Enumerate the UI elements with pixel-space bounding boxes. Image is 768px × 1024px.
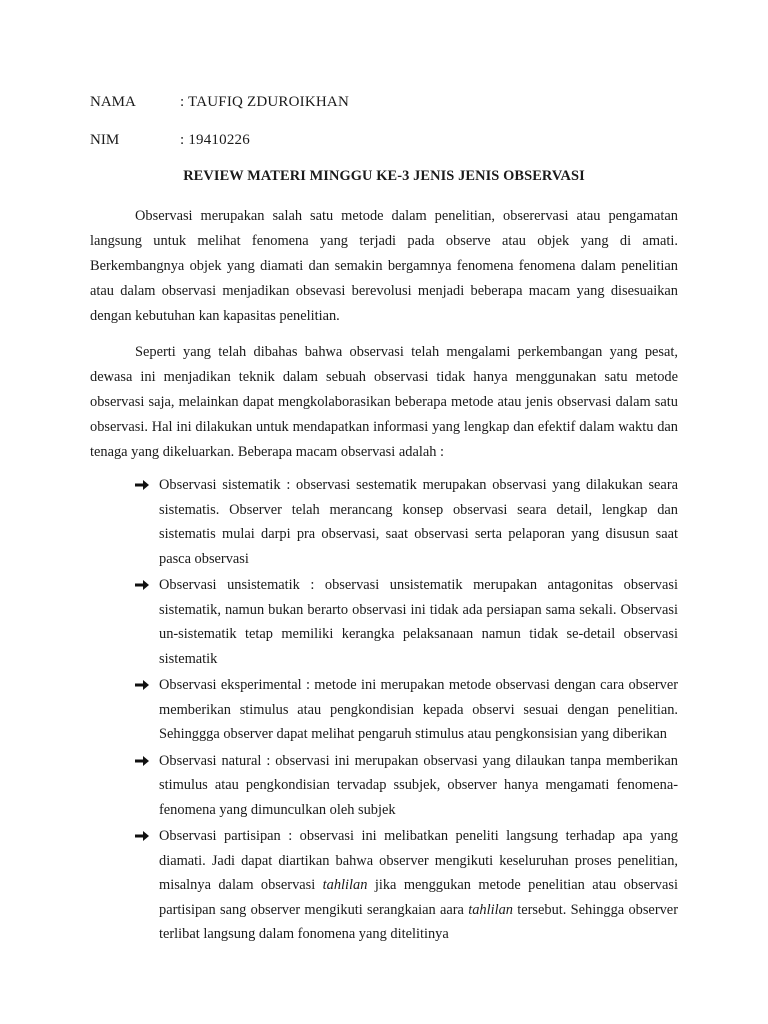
list-item xyxy=(135,673,678,747)
name-row xyxy=(90,92,349,112)
list-item-text: Observasi natural : observasi ini merupakan observasi yang dilaukan tanpa memberikan stimulus atau pengkondisian tervadap ssubjek, observer hanya mengamati fenomena-fenomena yang dimunculkan oleh subjek xyxy=(159,752,678,818)
list-item xyxy=(135,573,678,671)
italic-term: tahlilan xyxy=(322,877,368,893)
paragraph-intro: Observasi merupakan salah satu metode dalam penelitian, obserervasi atau pengamatan langsung untuk melihat fenomena yang terjadi pada observe atau objek yang di amati. Berkembangnya objek yang diamati dan semakin bergamnya fenomena fenomena dalam penelitian atau dalam observasi menjadikan obsevasi berevolusi menjadi beberapa macam yang disesuaikan dengan kebutuhan kan kapasitas penelitian. xyxy=(90,208,678,324)
list-item-text: Observasi unsistematik : observasi unsistematik merupakan antagonitas observasi sistematik, namun bukan berarto observasi ini tidak ada persiapan sama sekali. Observasi un-sistematik tetap memiliki kerangka pelaksanaan namun tidak se-detail observasi sistematik xyxy=(159,577,678,667)
nim-label: NIM xyxy=(90,132,120,148)
right-arrow-icon xyxy=(135,749,151,767)
nim-value: : 19410226 xyxy=(180,132,250,148)
right-arrow-icon xyxy=(135,573,151,591)
list-item-text-part: tersebut. Sehingga observer terlibat langsung dalam fonomena yang ditelitinya xyxy=(159,901,678,942)
italic-term: tahlilan xyxy=(468,901,513,918)
list-item xyxy=(135,749,678,823)
observation-types-list xyxy=(135,473,678,949)
nim-row xyxy=(90,130,250,150)
right-arrow-icon xyxy=(135,824,151,842)
list-item xyxy=(135,473,678,571)
right-arrow-icon xyxy=(135,673,151,691)
list-item-text: Observasi sistematik : observasi sestematik merupakan observasi yang dilakukan seara sistematis. Observer telah merancang konsep observasi seara detail, lengkap dan sistematis mulai darpi pra observasi, saat observasi serta pelaporan yang disusun saat pasca observasi xyxy=(159,477,678,567)
list-item-text-part: jika menggukan metode penelitian atau observasi partisipan sang observer mengikuti serangkaian aara xyxy=(159,877,678,918)
name-label: NAMA xyxy=(90,94,136,110)
document-title: REVIEW MATERI MINGGU KE-3 JENIS JENIS OBSERVASI xyxy=(183,168,585,184)
list-item-text-part: Observasi partisipan : observasi ini melibatkan peneliti langsung terhadap apa yang diamati. Jadi dapat diartikan bahwa observer mengikuti keseluruhan proses penelitian, misalnya dalam observasi xyxy=(159,828,678,893)
list-item-text xyxy=(159,828,678,942)
list-item-text: Observasi eksperimental : metode ini merupakan metode observasi dengan cara observer memberikan stimulus atau pengkondisian kepada observi sesuai dengan penelitian. Sehinggga observer dapat melihat pengaruh stimulus atau pengkonsisian yang diberikan xyxy=(159,677,678,742)
right-arrow-icon xyxy=(135,473,151,491)
name-value: : TAUFIQ ZDUROIKHAN xyxy=(180,94,349,110)
paragraph-development: Seperti yang telah dibahas bahwa observasi telah mengalami perkembangan yang pesat, dewasa ini menjadikan teknik dalam sebuah observasi tidak hanya menggunakan satu metode observasi saja, melainkan dapat mengkolaborasikan beberapa metode atau jenis observasi dalam satu observasi. Hal ini dilakukan untuk mendapatkan informasi yang lengkap dan efektif dalam waktu dan tenaga yang dikeluarkan. Beberapa macam observasi adalah : xyxy=(90,344,678,460)
list-item xyxy=(135,824,678,947)
